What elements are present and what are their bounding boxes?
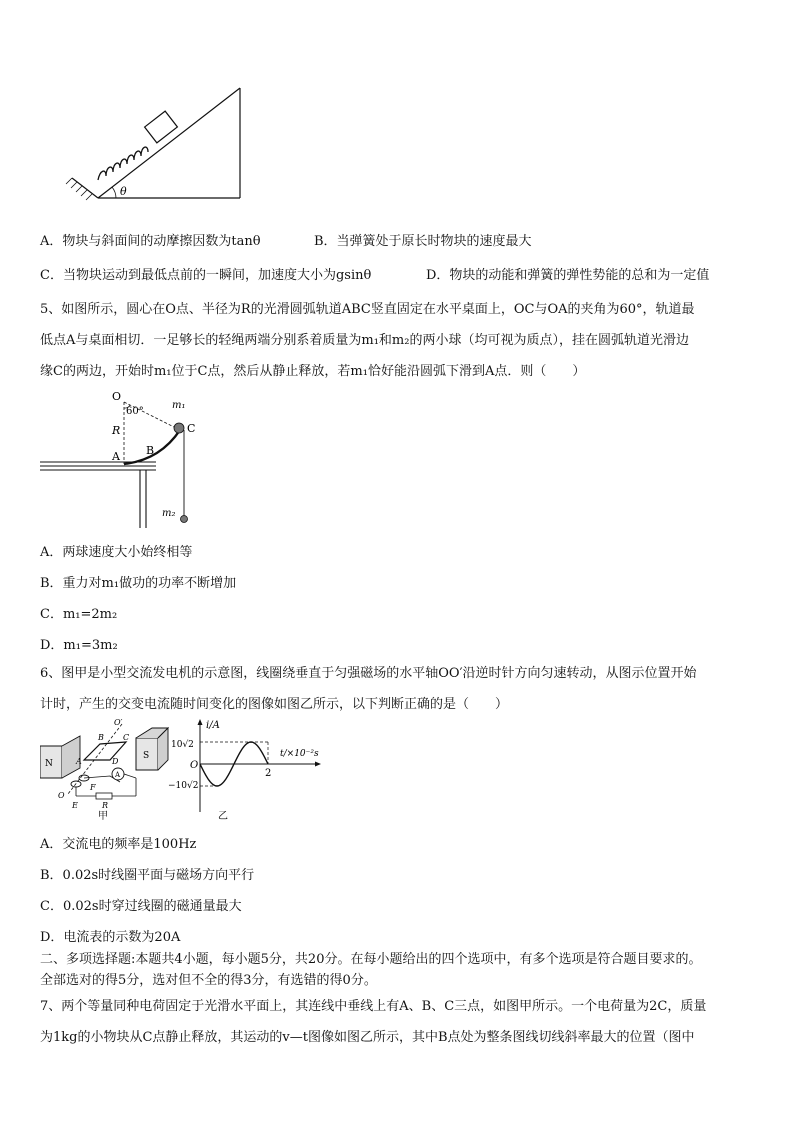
q4-option-d[interactable]: D．物块的动能和弹簧的弹性势能的总和为一定值 (426, 268, 710, 283)
q6-y-tick-top: 10√2 (171, 740, 194, 750)
q4-option-a[interactable]: A．物块与斜面间的动摩擦因数为tanθ (40, 234, 261, 249)
q5-stem-line-1: 5、如图所示，圆心在O点、半径为R的光滑圆弧轨道ABC竖直固定在水平桌面上，OC与OA的夹角为60°，轨道最 (40, 302, 695, 317)
q5-fig-label-m1: m₁ (172, 400, 186, 411)
svg-text:A: A (115, 771, 121, 779)
q5-stem-line-3: 缘C的两边，开始时m₁位于C点，然后从静止释放，若m₁恰好能沿圆弧下滑到A点．则（ ） (40, 364, 586, 379)
q4-incline-figure (40, 84, 250, 204)
q5-option-b[interactable]: B．重力对m₁做功的功率不断增加 (40, 576, 237, 591)
q4-option-c[interactable]: C．当物块运动到最低点前的一瞬间，加速度大小为gsinθ (40, 268, 372, 283)
q5-fig-label-m2: m₂ (162, 508, 176, 519)
q6-fig-label-o-prime: O′ (114, 718, 123, 727)
q6-option-c[interactable]: C．0.02s时穿过线圈的磁通量最大 (40, 899, 242, 914)
q6-y-label: i/A (206, 720, 220, 731)
q5-fig-label-angle: 60° (126, 406, 144, 417)
q6-fig-label-b: B (98, 733, 104, 742)
q7-stem-line-2: 为1kg的小物块从C点静止释放，其运动的v—t图像如图乙所示，其中B点处为整条图线切线斜率最大的位置（图中 (40, 1030, 695, 1045)
q6-x-label: t/×10⁻²s (280, 749, 319, 759)
q6-origin-label: O (190, 760, 199, 771)
q6-fig-label-a: A (76, 757, 82, 766)
q6-current-time-graph (168, 716, 328, 820)
q5-option-a[interactable]: A．两球速度大小始终相等 (40, 545, 193, 560)
q6-fig-label-o: O (58, 791, 65, 800)
q6-fig-label-e: E (72, 801, 78, 810)
q7-stem-line-1: 7、两个等量同种电荷固定于光滑水平面上，其连线中垂线上有A、B、C三点，如图甲所示。一个电荷量为2C，质量 (40, 999, 707, 1014)
q5-fig-label-r: R (112, 424, 121, 437)
q5-option-c[interactable]: C．m₁=2m₂ (40, 607, 118, 622)
q5-option-d[interactable]: D．m₁=3m₂ (40, 638, 118, 653)
q6-stem-line-1: 6、图甲是小型交流发电机的示意图，线圈绕垂直于匀强磁场的水平轴OO′沿逆时针方向匀速转动，从图示位置开始 (40, 666, 697, 681)
q6-generator-figure (40, 716, 170, 820)
q6-fig-label-d: D (112, 757, 119, 766)
q4-option-b[interactable]: B．当弹簧处于原长时物块的速度最大 (314, 234, 532, 249)
q6-caption-yi: 乙 (218, 811, 228, 820)
q6-y-tick-bottom: −10√2 (168, 781, 199, 791)
q6-fig-label-s: S (143, 751, 150, 761)
q5-fig-label-c: C (187, 422, 196, 435)
q6-fig-label-r: R (102, 801, 109, 810)
q5-fig-label-o: O (112, 390, 122, 403)
section2-line-1: 二、多项选择题:本题共4小题，每小题5分，共20分。在每小题给出的四个选项中，有多个选项是符合题目要求的。 (40, 952, 702, 967)
q6-option-a[interactable]: A．交流电的频率是100Hz (40, 837, 197, 852)
q5-fig-label-b: B (146, 444, 155, 457)
q5-arc-track-figure (40, 388, 210, 530)
q6-fig-label-c: C (123, 733, 130, 742)
q6-fig-label-f: F (90, 783, 96, 792)
section2-line-2: 全部选对的得5分，选对但不全的得3分，有选错的得0分。 (40, 973, 377, 988)
q6-stem-line-2: 计时，产生的交变电流随时间变化的图像如图乙所示，以下判断正确的是（ ） (40, 697, 509, 712)
q5-fig-label-a: A (112, 450, 120, 463)
theta-label: θ (120, 185, 127, 198)
q6-option-b[interactable]: B．0.02s时线圈平面与磁场方向平行 (40, 868, 255, 883)
q6-fig-label-n: N (45, 759, 53, 769)
q6-caption-jia: 甲 (98, 811, 108, 820)
q6-x-tick: 2 (265, 768, 272, 779)
q5-stem-line-2: 低点A与桌面相切．一足够长的轻绳两端分别系着质量为m₁和m₂的两小球（均可视为质点），挂在圆弧轨道光滑边 (40, 333, 689, 348)
q6-option-d[interactable]: D．电流表的示数为20A (40, 930, 181, 945)
